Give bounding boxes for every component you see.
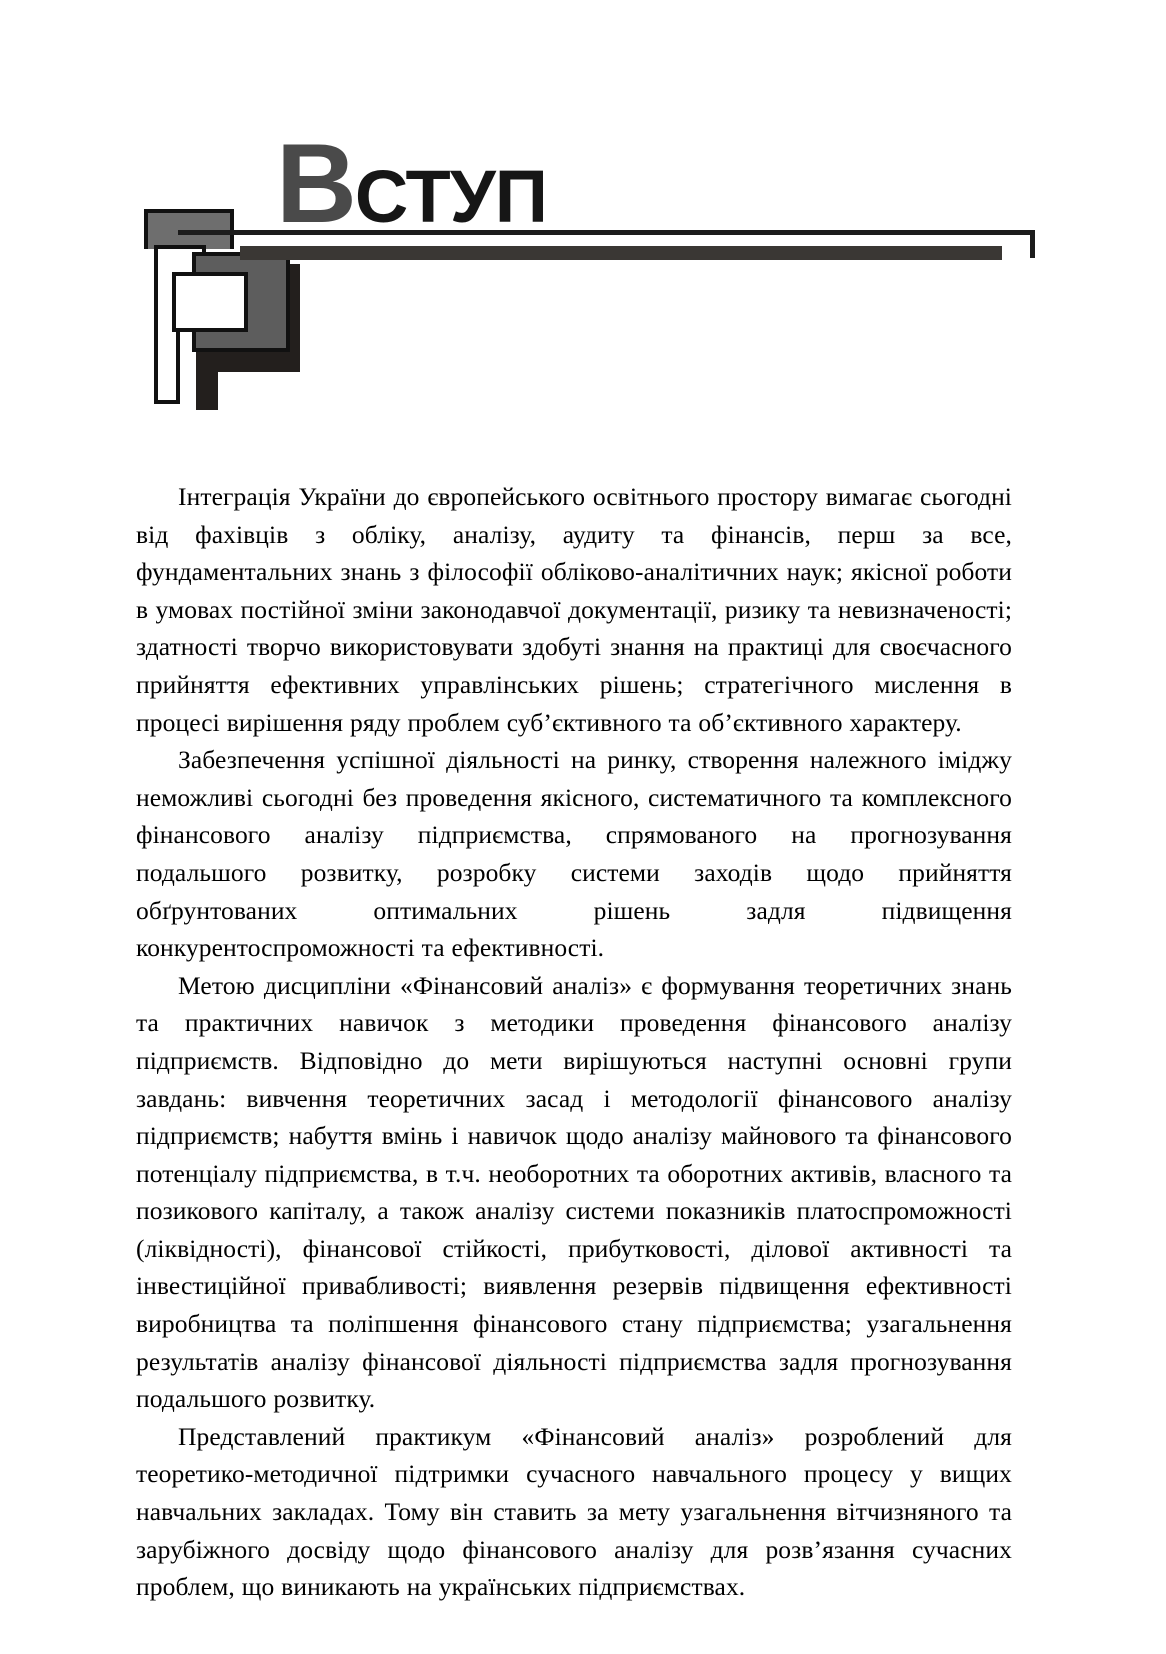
header-rule-endcap (1030, 230, 1035, 258)
ornament-large-white-square (172, 272, 248, 332)
page-title (276, 121, 547, 246)
ornament-lbar-shape (144, 209, 234, 249)
paragraph: Представлений практикум «Фінансовий аналіз» розроблений для теоретико-методичної підтримки сучасного навчального процесу у вищих навчальних закладах. Тому він ставить за мету узагальнення вітчизняного та зарубіжного досвіду щодо фінансового аналізу для розв’язання сучасних проблем, що виникають на українських підприємствах. (136, 1421, 1012, 1602)
header-rule-thick (240, 246, 1002, 260)
paragraph: Інтеграція України до європейського освітнього простору вимагає сьогодні від фахівців з обліку, аналізу, аудиту та фінансів, перш за все, фундаментальних знань з філософії обліково-аналітичних наук; якісної роботи в умовах постійної зміни законодавчої документації, ризику та невизначеності; здатності творчо використовувати здобуті знання на практиці для своєчасного прийняття ефективних управлінських рішень; стратегічного мислення в процесі вирішення ряду проблем суб’єктивного та об’єктивного характеру. (136, 482, 1012, 737)
body-text-column (136, 478, 1012, 1606)
page-title-rest: СТУП (354, 155, 547, 238)
paragraph: Метою дисципліни «Фінансовий аналіз» є формування теоретичних знань та практичних навичок з методики проведення фінансового аналізу підприємств. Відповідно до мети вирішуються наступні основні групи завдань: вивчення теоретичних засад і методології фінансового аналізу підприємств; набуття вмінь і навичок щодо аналізу майнового та фінансового потенціалу підприємства, в т.ч. необоротних та оборотних активів, власного та позикового капіталу, а також аналізу системи показників платоспроможності (ліквідності), фінансової стійкості, прибутковості, ділової активності та інвестиційної привабливості; виявлення резервів підвищення ефективності виробництва та поліпшення фінансового стану підприємства; узагальнення результатів аналізу фінансової діяльності підприємства задля прогнозування подальшого розвитку. (136, 970, 1012, 1414)
chapter-header (0, 0, 1166, 430)
paragraph: Забезпечення успішної діяльності на ринку, створення належного іміджу неможливі сьогодні без проведення якісного, систематичного та комплексного фінансового аналізу підприємства, спрямованого на прогнозування подальшого розвитку, розробку системи заходів щодо прийняття обґрунтованих оптимальних рішень задля підвищення конкурентоспроможності та ефективності. (136, 745, 1012, 963)
page-title-drop-cap: В (276, 121, 355, 246)
